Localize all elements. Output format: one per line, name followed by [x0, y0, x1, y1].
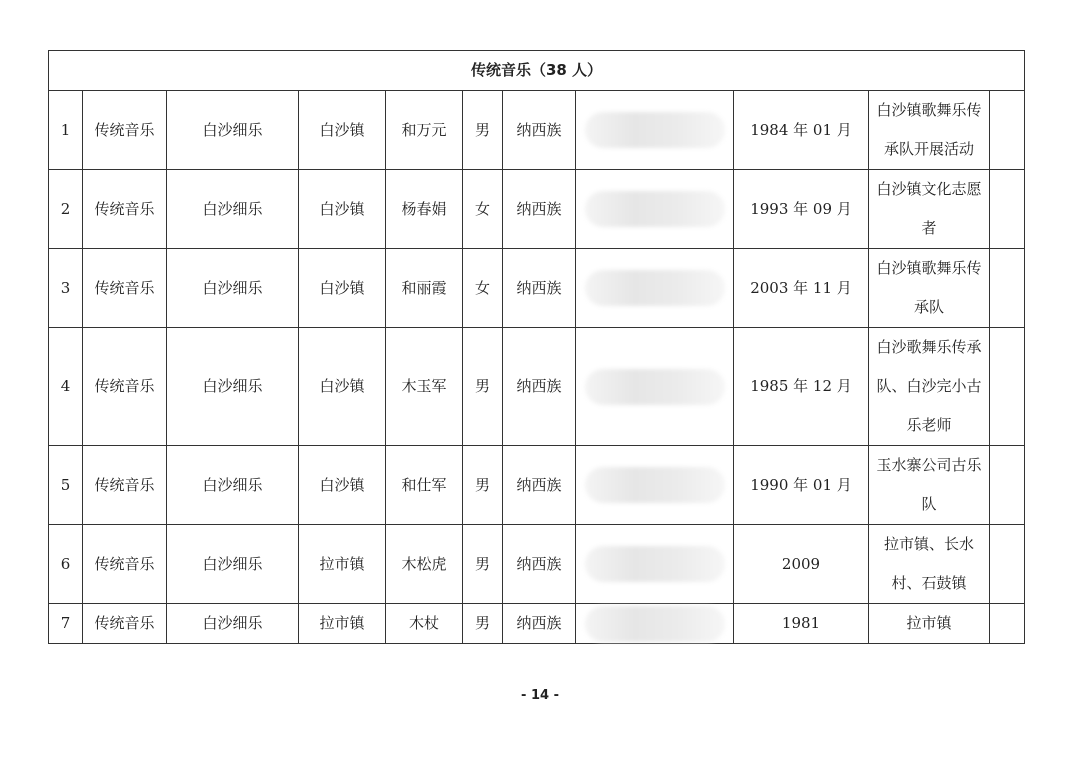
- birth-date-cell: 1985 年 12 月: [734, 328, 869, 446]
- birth-date-cell: 1981: [734, 604, 869, 644]
- project-cell: 白沙细乐: [167, 249, 299, 328]
- town-cell: 白沙镇: [299, 249, 386, 328]
- category-cell: 传统音乐: [83, 91, 167, 170]
- page-number: - 14 -: [521, 688, 559, 703]
- redaction-blur: [585, 606, 725, 642]
- ethnicity-cell: 纳西族: [503, 525, 576, 604]
- gender-cell: 男: [463, 446, 503, 525]
- gender-cell: 男: [463, 604, 503, 644]
- name-cell: 木松虎: [386, 525, 463, 604]
- note-cell: 拉市镇: [869, 604, 990, 644]
- gender-cell: 女: [463, 170, 503, 249]
- name-cell: 和万元: [386, 91, 463, 170]
- birth-date-cell: 2009: [734, 525, 869, 604]
- gender-cell: 男: [463, 91, 503, 170]
- project-cell: 白沙细乐: [167, 525, 299, 604]
- table-row: [49, 328, 1025, 446]
- redaction-blur: [585, 191, 725, 227]
- category-cell: 传统音乐: [83, 446, 167, 525]
- table-row: [49, 525, 1025, 604]
- name-cell: 木玉军: [386, 328, 463, 446]
- table-title-row: [49, 51, 1025, 91]
- birth-date-cell: 1984 年 01 月: [734, 91, 869, 170]
- note-cell: 白沙镇歌舞乐传承队: [869, 249, 990, 328]
- name-cell: 杨春娟: [386, 170, 463, 249]
- empty-cell: [990, 446, 1025, 525]
- ethnicity-cell: 纳西族: [503, 249, 576, 328]
- empty-cell: [990, 328, 1025, 446]
- ethnicity-cell: 纳西族: [503, 91, 576, 170]
- redaction-blur: [585, 467, 725, 503]
- category-cell: 传统音乐: [83, 525, 167, 604]
- table-row: [49, 170, 1025, 249]
- town-cell: 拉市镇: [299, 525, 386, 604]
- empty-cell: [990, 249, 1025, 328]
- project-cell: 白沙细乐: [167, 604, 299, 644]
- row-number: 1: [49, 91, 83, 170]
- row-number: 6: [49, 525, 83, 604]
- redacted-cell: [576, 249, 734, 328]
- note-cell: 拉市镇、长水村、石鼓镇: [869, 525, 990, 604]
- table-title: 传统音乐（38 人）: [49, 51, 1025, 91]
- row-number: 7: [49, 604, 83, 644]
- birth-date-cell: 1990 年 01 月: [734, 446, 869, 525]
- empty-cell: [990, 525, 1025, 604]
- redacted-cell: [576, 604, 734, 644]
- ethnicity-cell: 纳西族: [503, 328, 576, 446]
- project-cell: 白沙细乐: [167, 170, 299, 249]
- note-cell: 白沙镇文化志愿者: [869, 170, 990, 249]
- redacted-cell: [576, 328, 734, 446]
- table-row: [49, 91, 1025, 170]
- name-cell: 和丽霞: [386, 249, 463, 328]
- ethnicity-cell: 纳西族: [503, 604, 576, 644]
- category-cell: 传统音乐: [83, 328, 167, 446]
- note-cell: 白沙镇歌舞乐传承队开展活动: [869, 91, 990, 170]
- redaction-blur: [585, 369, 725, 405]
- note-cell: 玉水寨公司古乐队: [869, 446, 990, 525]
- town-cell: 白沙镇: [299, 446, 386, 525]
- redacted-cell: [576, 91, 734, 170]
- redaction-blur: [585, 546, 725, 582]
- row-number: 4: [49, 328, 83, 446]
- birth-date-cell: 1993 年 09 月: [734, 170, 869, 249]
- redacted-cell: [576, 446, 734, 525]
- category-cell: 传统音乐: [83, 249, 167, 328]
- category-cell: 传统音乐: [83, 170, 167, 249]
- gender-cell: 男: [463, 525, 503, 604]
- gender-cell: 男: [463, 328, 503, 446]
- birth-date-cell: 2003 年 11 月: [734, 249, 869, 328]
- town-cell: 白沙镇: [299, 170, 386, 249]
- table-row: [49, 249, 1025, 328]
- project-cell: 白沙细乐: [167, 328, 299, 446]
- row-number: 2: [49, 170, 83, 249]
- name-cell: 木杖: [386, 604, 463, 644]
- row-number: 5: [49, 446, 83, 525]
- table-row: [49, 446, 1025, 525]
- table-row: [49, 604, 1025, 644]
- note-cell: 白沙歌舞乐传承队、白沙完小古乐老师: [869, 328, 990, 446]
- redaction-blur: [585, 112, 725, 148]
- redaction-blur: [585, 270, 725, 306]
- ethnicity-cell: 纳西族: [503, 170, 576, 249]
- empty-cell: [990, 604, 1025, 644]
- heritage-table: [48, 50, 1025, 644]
- name-cell: 和仕军: [386, 446, 463, 525]
- gender-cell: 女: [463, 249, 503, 328]
- town-cell: 拉市镇: [299, 604, 386, 644]
- project-cell: 白沙细乐: [167, 446, 299, 525]
- category-cell: 传统音乐: [83, 604, 167, 644]
- empty-cell: [990, 170, 1025, 249]
- empty-cell: [990, 91, 1025, 170]
- town-cell: 白沙镇: [299, 91, 386, 170]
- project-cell: 白沙细乐: [167, 91, 299, 170]
- redacted-cell: [576, 170, 734, 249]
- redacted-cell: [576, 525, 734, 604]
- ethnicity-cell: 纳西族: [503, 446, 576, 525]
- row-number: 3: [49, 249, 83, 328]
- town-cell: 白沙镇: [299, 328, 386, 446]
